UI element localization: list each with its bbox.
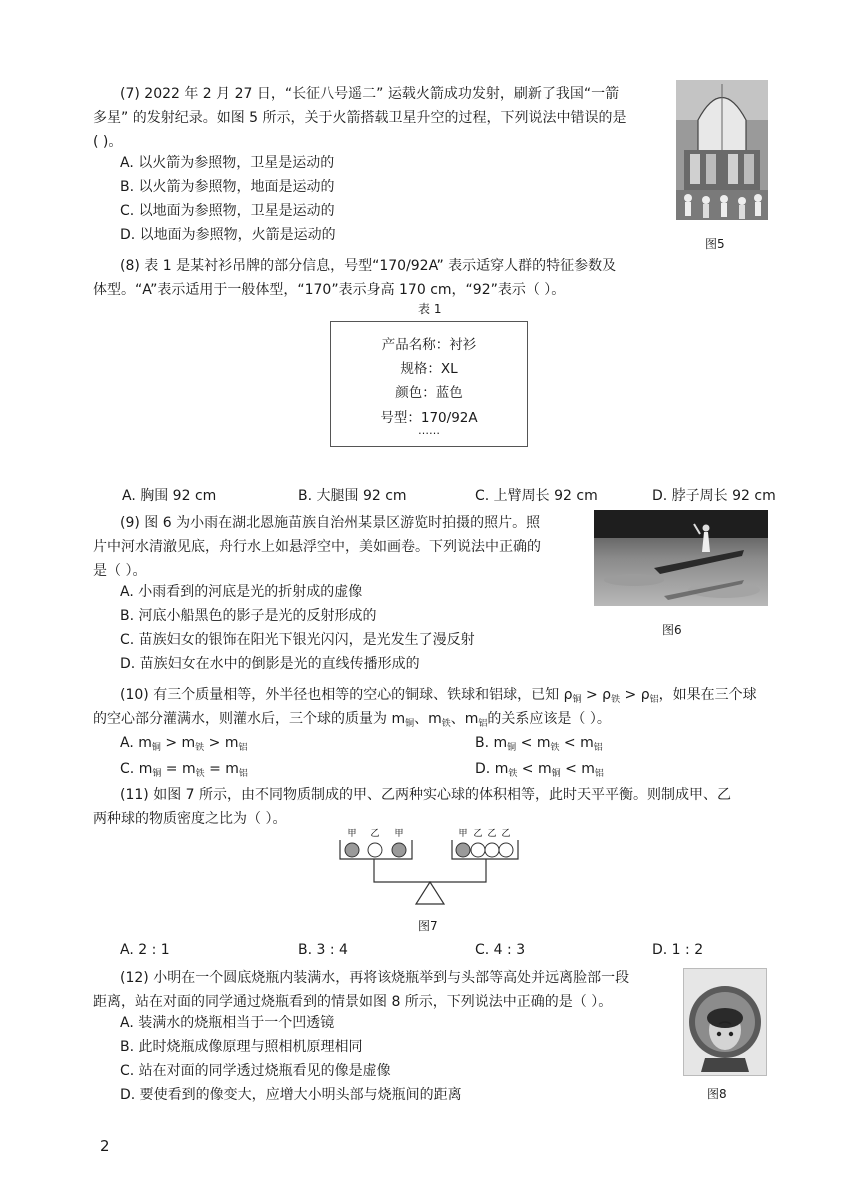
figure-6-caption: 图6	[662, 623, 682, 637]
left-label-3: 甲	[394, 829, 404, 839]
page-number: 2	[100, 1137, 110, 1155]
q7-option-d[interactable]: D. 以地面为参照物，火箭是运动的	[120, 227, 336, 243]
balance-fulcrum	[416, 882, 444, 904]
q9-option-d[interactable]: D. 苗族妇女在水中的倒影是光的直线传播形成的	[120, 656, 420, 672]
q7-stem-line3: ( )。	[93, 134, 123, 150]
q9-option-a[interactable]: A. 小雨看到的河底是光的折射成的虚像	[120, 584, 363, 600]
q11-option-d[interactable]: D. 1 : 2	[652, 942, 704, 958]
q10-option-b[interactable]: B. $m_铜 < m_铁 < m_铝$	[475, 735, 603, 753]
tag-color: 颜色：蓝色	[395, 385, 463, 401]
q12-stem-line1: (12) 小明在一个圆底烧瓶内装满水，再将该烧瓶举到与头部等高处并远离脸部一段	[120, 970, 630, 986]
left-label-1: 甲	[347, 829, 357, 839]
left-ball-yi	[368, 843, 382, 857]
q12-option-b[interactable]: B. 此时烧瓶成像原理与照相机原理相同	[120, 1039, 363, 1055]
tag-model: 号型：170/92A	[380, 410, 478, 426]
q7-option-b[interactable]: B. 以火箭为参照物，地面是运动的	[120, 179, 335, 195]
q7-stem-line2: 多星” 的发射纪录。如图 5 所示，关于火箭搭载卫星升空的过程，下列说法中错误的是	[93, 110, 627, 126]
q12-option-d[interactable]: D. 要使看到的像变大，应增大小明头部与烧瓶间的距离	[120, 1087, 462, 1103]
q10-stem-line1: (10) 有三个质量相等，外半径也相等的空心的铜球、铁球和铝球，已知 $\rho_铜 > \rho_铁 > \rho_铝$，如果在三个球	[120, 687, 757, 705]
q11-option-b[interactable]: B. 3 : 4	[298, 942, 348, 958]
left-label-2: 乙	[370, 829, 380, 839]
figure-5-caption: 图5	[705, 237, 725, 251]
figure-7-caption: 图7	[418, 919, 438, 933]
boat-on-river-photo	[594, 510, 768, 606]
q7-option-a[interactable]: A. 以火箭为参照物，卫星是运动的	[120, 155, 335, 171]
q10-option-c[interactable]: C. $m_铜 = m_铁 = m_铝$	[120, 761, 248, 779]
right-label-4: 乙	[501, 829, 511, 839]
q7-stem-line1: (7) 2022 年 2 月 27 日，“长征八号遥二” 运载火箭成功发射，刷新了我国“一箭	[120, 86, 620, 102]
tag-size: 规格：XL	[400, 361, 458, 377]
q11-option-c[interactable]: C. 4 : 3	[475, 942, 526, 958]
q11-stem-line1: (11) 如图 7 所示，由不同物质制成的甲、乙两种实心球的体积相等，此时天平平衡。则制成甲、乙	[120, 787, 731, 803]
left-ball-jia-2	[392, 843, 406, 857]
right-ball-jia	[456, 843, 470, 857]
table-1-caption: 表 1	[418, 302, 442, 316]
q10-option-d[interactable]: D. $m_铁 < m_铜 < m_铝$	[475, 761, 604, 779]
q8-option-a[interactable]: A. 胸围 92 cm	[122, 488, 217, 504]
right-label-1: 甲	[458, 829, 468, 839]
q8-option-d[interactable]: D. 脖子周长 92 cm	[652, 488, 776, 504]
q8-stem-line1: (8) 表 1 是某衬衫吊牌的部分信息，号型“170/92A” 表示适穿人群的特征参数及	[120, 258, 617, 274]
right-label-3: 乙	[487, 829, 497, 839]
right-label-2: 乙	[473, 829, 483, 839]
tag-ellipsis: ……	[418, 424, 440, 437]
tag-product-name: 产品名称：衬衫	[381, 337, 477, 353]
balance-scale-diagram	[330, 826, 530, 908]
q8-option-c[interactable]: C. 上臂周长 92 cm	[475, 488, 598, 504]
garment-tag-table	[330, 321, 528, 447]
q9-option-c[interactable]: C. 苗族妇女的银饰在阳光下银光闪闪，是光发生了漫反射	[120, 632, 475, 648]
q11-stem-line2: 两种球的物质密度之比为（ ）。	[93, 811, 287, 827]
right-ball-yi-1	[471, 843, 485, 857]
q9-stem-line2: 片中河水清澈见底，舟行水上如悬浮空中，美如画卷。下列说法中正确的	[93, 539, 541, 555]
rocket-launch-photo	[676, 80, 768, 220]
flask-image-photo	[683, 968, 767, 1076]
q8-stem-line2: 体型。“A”表示适用于一般体型，“170”表示身高 170 cm，“92”表示（ ）。	[93, 282, 566, 298]
right-ball-yi-3	[499, 843, 513, 857]
q9-option-b[interactable]: B. 河底小船黑色的影子是光的反射形成的	[120, 608, 377, 624]
q11-option-a[interactable]: A. 2 : 1	[120, 942, 170, 958]
q9-stem-line1: (9) 图 6 为小雨在湖北恩施苗族自治州某景区游览时拍摄的照片。照	[120, 515, 541, 531]
q10-option-a[interactable]: A. $m_铜 > m_铁 > m_铝$	[120, 735, 248, 753]
right-ball-yi-2	[485, 843, 499, 857]
q9-stem-line3: 是（ ）。	[93, 563, 147, 579]
balance-beam	[374, 859, 486, 882]
q12-option-a[interactable]: A. 装满水的烧瓶相当于一个凹透镜	[120, 1015, 335, 1031]
q12-option-c[interactable]: C. 站在对面的同学透过烧瓶看见的像是虚像	[120, 1063, 391, 1079]
q12-stem-line2: 距离，站在对面的同学通过烧瓶看到的情景如图 8 所示，下列说法中正确的是（ ）。	[93, 994, 613, 1010]
left-ball-jia-1	[345, 843, 359, 857]
q8-option-b[interactable]: B. 大腿围 92 cm	[298, 488, 407, 504]
q10-stem-line2: 的空心部分灌满水，则灌水后，三个球的质量为 $m_铜$、$m_铁$、$m_铝$的关系应该是（ ）。	[93, 711, 611, 729]
q7-option-c[interactable]: C. 以地面为参照物，卫星是运动的	[120, 203, 335, 219]
figure-8-caption: 图8	[707, 1087, 727, 1101]
